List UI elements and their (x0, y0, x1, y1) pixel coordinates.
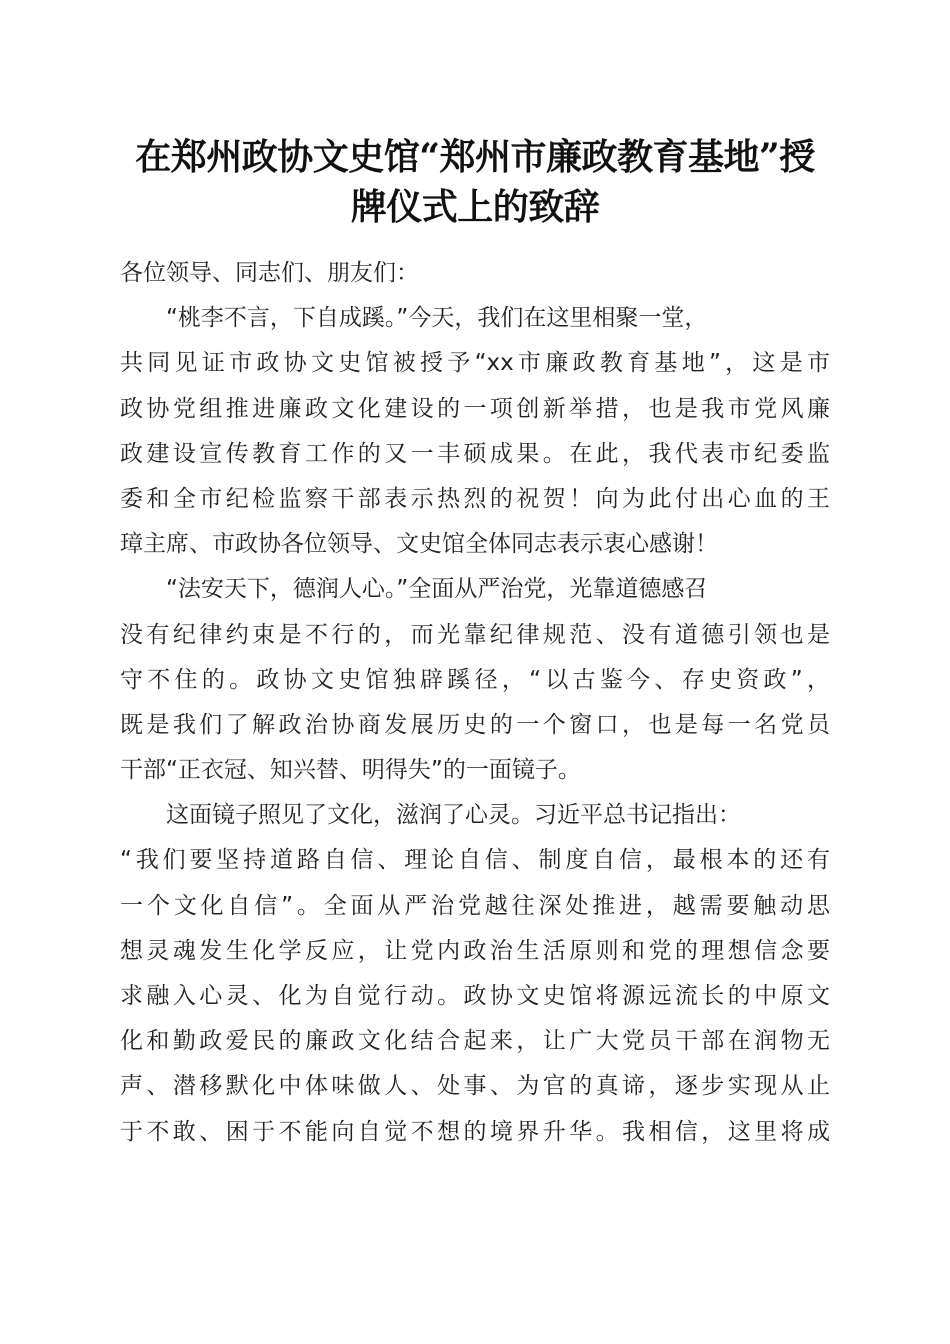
document-body (120, 251, 830, 1155)
title-line-1: 在郑州政协文史馆“郑州市廉政教育基地”授 (135, 136, 815, 178)
paragraph-line: 共同见证市政协文史馆被授予“xx市廉政教育基地”，这是市 (120, 350, 830, 377)
document-title (110, 132, 840, 232)
paragraph-line: 一个文化自信”。全面从严治党越往深处推进，越需要触动思 (120, 892, 830, 919)
paragraph-line: 委和全市纪检监察干部表示热烈的祝贺！向为此付出心血的王 (120, 485, 830, 512)
paragraph-line: 化和勤政爱民的廉政文化结合起来，让广大党员干部在润物无 (120, 1028, 830, 1055)
paragraph-2 (120, 567, 830, 793)
paragraph-line: 政协党组推进廉政文化建设的一项创新举措，也是我市党风廉 (120, 395, 830, 422)
paragraph-line: 没有纪律约束是不行的，而光靠纪律规范、没有道德引领也是 (120, 621, 830, 648)
title-line-2: 牌仪式上的致辞 (350, 186, 600, 228)
paragraph-line: 求融入心灵、化为自觉行动。政协文史馆将源远流长的中原文 (120, 983, 830, 1009)
paragraph-line: 守不住的。政协文史馆独辟蹊径，“以古鉴今、存史资政”， (120, 666, 830, 693)
paragraph-line: 于不敢、困于不能向自觉不想的境界升华。我相信，这里将成 (120, 1118, 830, 1145)
paragraph-line: 璋主席、市政协各位领导、文史馆全体同志表示衷心感谢！ (120, 531, 718, 558)
paragraph-3 (120, 793, 830, 1155)
paragraph-line: 想灵魂发生化学反应，让党内政治生活原则和党的理想信念要 (120, 937, 830, 964)
paragraph-1 (120, 296, 830, 567)
paragraph-line: “法安天下，德润人心。”全面从严治党，光靠道德感召 (166, 576, 708, 603)
paragraph-line: 既是我们了解政治协商发展历史的一个窗口，也是每一名党员 (120, 711, 830, 738)
salutation: 各位领导、同志们、朋友们： (120, 260, 419, 286)
paragraph-line: 这面镜子照见了文化，滋润了心灵。习近平总书记指出： (166, 802, 741, 829)
paragraph-line: 干部“正衣冠、知兴替、明得失”的一面镜子。 (120, 757, 581, 784)
paragraph-line: 声、潜移默化中体味做人、处事、为官的真谛，逐步实现从止 (120, 1073, 830, 1100)
paragraph-line: “桃李不言，下自成蹊。”今天，我们在这里相聚一堂， (166, 305, 708, 332)
paragraph-line: 政建设宣传教育工作的又一丰硕成果。在此，我代表市纪委监 (120, 440, 830, 467)
paragraph-line: “我们要坚持道路自信、理论自信、制度自信，最根本的还有 (120, 847, 830, 874)
